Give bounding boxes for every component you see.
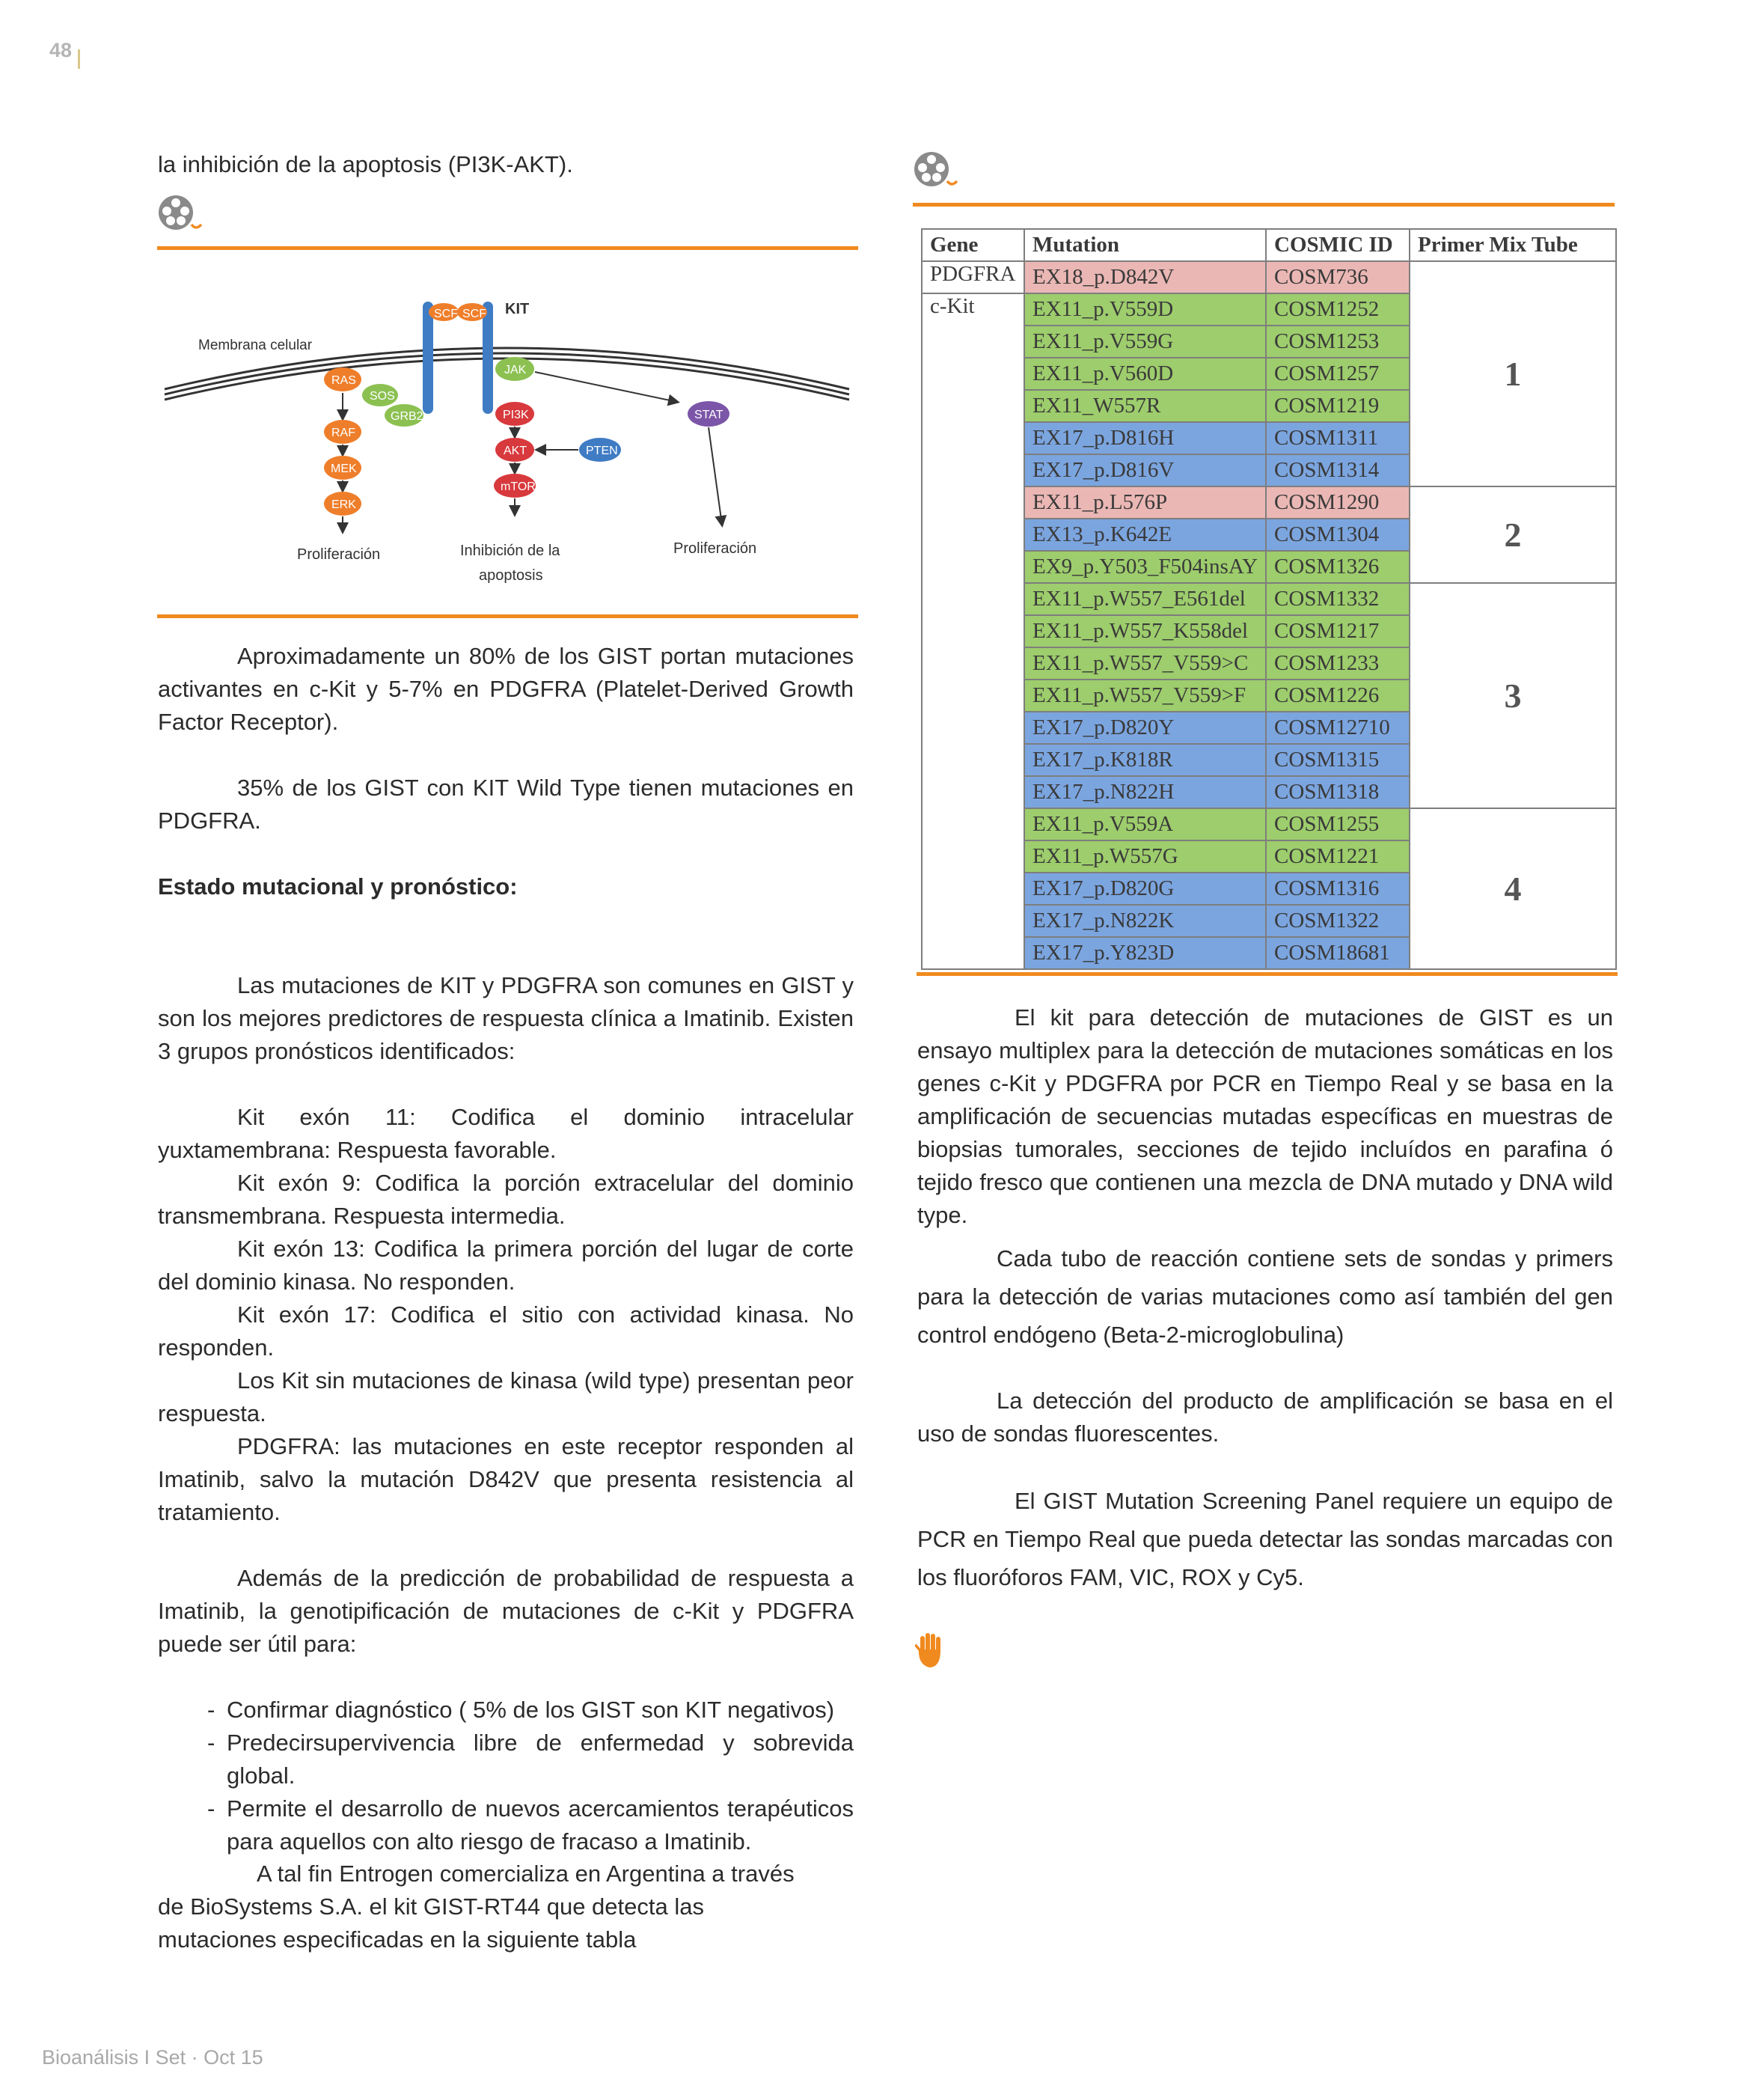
grb2-node: GRB2 <box>391 410 423 423</box>
raf-node: RAF <box>331 427 355 439</box>
mutation-cell: EX11_p.W557_V559>C <box>1024 647 1266 680</box>
list-item: - Permite el desarrollo de nuevos acercamientos terapéuticos para aquellos con alto riesgo de fracaso a Imatinib. <box>158 1792 854 1858</box>
paragraph-entrogen: A tal fin Entrogen comercializa en Argentina a través de BioSystems S.A. el kit GIST-RT44 que detecta las mutaciones especificadas en la siguiente tabla <box>158 1861 795 1953</box>
pi3k-node: PI3K <box>503 409 529 421</box>
column-header: Gene <box>922 229 1024 261</box>
paragraph-pdgfra: PDGFRA: las mutaciones en este receptor responden al Imatinib, salvo la mutación D842V que presenta resistencia al tratamiento. <box>158 1433 854 1525</box>
list-item: - Confirmar diagnóstico ( 5% de los GIST son KIT negativos) <box>158 1694 854 1727</box>
tube-cell: 3 <box>1410 583 1616 808</box>
column-header: Primer Mix Tube <box>1410 229 1616 261</box>
intro-line: la inhibición de la apoptosis (PI3K-AKT). <box>158 151 573 177</box>
cosmic-cell: COSM1255 <box>1266 808 1410 840</box>
mutation-cell: EX17_p.N822H <box>1024 776 1266 808</box>
mutation-cell: EX17_p.D820G <box>1024 873 1266 905</box>
tube-cell: 1 <box>1410 261 1616 486</box>
table-row <box>922 486 1616 519</box>
cosmic-cell: COSM1332 <box>1266 583 1410 615</box>
column-header: COSMIC ID <box>1266 229 1410 261</box>
paragraph-exon17: Kit exón 17: Codifica el sitio con actividad kinasa. No responden. <box>158 1301 854 1361</box>
film-reel-icon <box>912 150 964 193</box>
right-body-4 <box>917 1482 1613 1596</box>
scf-label-1: SCF <box>434 308 458 320</box>
film-reel-icon <box>156 193 209 236</box>
mutation-cell: EX11_p.V559D <box>1024 293 1266 326</box>
diagram-bottom-rule <box>157 614 858 618</box>
cosmic-cell: COSM1221 <box>1266 840 1410 873</box>
mutation-cell: EX17_p.Y823D <box>1024 937 1266 969</box>
paragraph-exon11: Kit exón 11: Codifica el dominio intracelular yuxtamembrana: Respuesta favorable. <box>158 1104 854 1163</box>
right-body-2 <box>917 1239 1613 1354</box>
hand-stop-icon <box>914 1632 946 1669</box>
top-rule-left <box>157 246 858 250</box>
cosmic-cell: COSM1311 <box>1266 422 1410 454</box>
tube-cell: 4 <box>1410 808 1616 969</box>
footer: Bioanálisis I Set · Oct 15 <box>42 2046 263 2069</box>
paragraph-exon9: Kit exón 9: Codifica la porción extracelular del dominio transmembrana. Respuesta intermedia. <box>158 1170 854 1229</box>
cosmic-cell: COSM1316 <box>1266 873 1410 905</box>
paragraph-detection: La detección del producto de amplificación se basa en el uso de sondas fluorescentes. <box>917 1388 1613 1447</box>
mutation-cell: EX17_p.D816H <box>1024 422 1266 454</box>
cosmic-cell: COSM1226 <box>1266 680 1410 712</box>
cosmic-cell: COSM1233 <box>1266 647 1410 680</box>
cosmic-cell: COSM1217 <box>1266 615 1410 647</box>
paragraph-kit-description: El kit para detección de mutaciones de GIST es un ensayo multiplex para la detección de mutaciones somáticas en los genes c-Kit y PDGFRA por PCR en Tiempo Real y se basa en la amplificación de secuencias mutadas específicas en muestras de biopsias tumorales, secciones de tejido incluídos en parafina ó tejido fresco que contienen una mezcla de DNA mutado y DNA wild type. <box>917 1004 1613 1228</box>
cosmic-cell: COSM1290 <box>1266 486 1410 519</box>
paragraph-genotyping: Además de la predicción de probabilidad de respuesta a Imatinib, la genotipificación de mutaciones de c-Kit y PDGFRA puede ser útil para: <box>158 1565 854 1657</box>
mutation-cell: EX11_p.V560D <box>1024 358 1266 390</box>
page-number: 48 <box>49 39 73 61</box>
cosmic-cell: COSM1304 <box>1266 519 1410 551</box>
left-body <box>158 640 854 1891</box>
cosmic-cell: COSM1252 <box>1266 293 1410 326</box>
mutation-cell: EX17_p.N822K <box>1024 905 1266 937</box>
page-number-mark <box>78 49 80 69</box>
paragraph-gist-mutations: Aproximadamente un 80% de los GIST portan mutaciones activantes en c-Kit y 5-7% en PDGFRA (Platelet-Derived Growth Factor Receptor). <box>158 643 854 735</box>
table-row <box>922 808 1616 840</box>
apoptosis-label-2: apoptosis <box>479 567 543 584</box>
table-header-row <box>922 229 1616 261</box>
mutation-cell: EX11_p.W557_K558del <box>1024 615 1266 647</box>
mutation-cell: EX18_p.D842V <box>1024 261 1266 293</box>
table-row <box>922 583 1616 615</box>
ras-node: RAS <box>331 374 356 387</box>
jak-node: JAK <box>504 364 527 376</box>
cosmic-cell: COSM1253 <box>1266 326 1410 358</box>
cosmic-cell: COSM1322 <box>1266 905 1410 937</box>
mutation-table <box>921 228 1617 965</box>
column-header: Mutation <box>1024 229 1266 261</box>
cosmic-cell: COSM1314 <box>1266 454 1410 486</box>
paragraph-entrogen-wrap <box>158 1858 824 1956</box>
tube-cell: 2 <box>1410 486 1616 583</box>
membrane-label: Membrana celular <box>198 338 313 353</box>
mek-node: MEK <box>331 463 357 475</box>
mutation-cell: EX11_W557R <box>1024 390 1266 422</box>
cosmic-cell: COSM1326 <box>1266 551 1410 583</box>
stat-node: STAT <box>694 409 723 421</box>
mutation-cell: EX11_p.W557_E561del <box>1024 583 1266 615</box>
pten-node: PTEN <box>586 445 618 457</box>
mutation-cell: EX17_p.D816V <box>1024 454 1266 486</box>
gene-cell: PDGFRA <box>922 261 1024 293</box>
cosmic-cell: COSM12710 <box>1266 712 1410 744</box>
mutation-cell: EX9_p.Y503_F504insAY <box>1024 551 1266 583</box>
cosmic-cell: COSM18681 <box>1266 937 1410 969</box>
kit-label: KIT <box>505 301 530 317</box>
right-body-1 <box>917 1001 1613 1232</box>
section-heading: Estado mutacional y pronóstico: <box>158 873 518 900</box>
paragraph-wild-type-kinase: Los Kit sin mutaciones de kinasa (wild type) presentan peor respuesta. <box>158 1367 854 1426</box>
cosmic-cell: COSM736 <box>1266 261 1410 293</box>
mutation-cell: EX11_p.V559A <box>1024 808 1266 840</box>
list-item: - Predecirsupervivencia libre de enfermedad y sobrevida global. <box>158 1727 854 1792</box>
mtor-node: mTOR <box>501 480 536 493</box>
mutation-cell: EX11_p.W557_V559>F <box>1024 680 1266 712</box>
proliferation-right: Proliferación <box>673 540 757 557</box>
mutation-cell: EX17_p.K818R <box>1024 744 1266 776</box>
cosmic-cell: COSM1257 <box>1266 358 1410 390</box>
right-body-3 <box>917 1385 1613 1450</box>
paragraph-exon13: Kit exón 13: Codifica la primera porción del lugar de corte del dominio kinasa. No responden. <box>158 1236 854 1295</box>
mutation-cell: EX17_p.D820Y <box>1024 712 1266 744</box>
mutation-cell: EX13_p.K642E <box>1024 519 1266 551</box>
kit-signaling-diagram <box>157 288 857 610</box>
sos-node: SOS <box>370 390 395 403</box>
cosmic-cell: COSM1315 <box>1266 744 1410 776</box>
apoptosis-label-1: Inhibición de la <box>460 543 560 559</box>
paragraph-screening-panel: El GIST Mutation Screening Panel requiere un equipo de PCR en Tiempo Real que pueda detectar las sondas marcadas con los fluoróforos FAM, VIC, ROX y Cy5. <box>917 1488 1613 1590</box>
mutation-cell: EX11_p.L576P <box>1024 486 1266 519</box>
cosmic-cell: COSM1318 <box>1266 776 1410 808</box>
akt-node: AKT <box>504 445 527 457</box>
table-row <box>922 261 1616 293</box>
paragraph-reaction-tube: Cada tubo de reacción contiene sets de sondas y primers para la detección de varias mutaciones como así también del gen control endógeno (Beta-2-microglobulina) <box>917 1245 1613 1348</box>
mutation-cell: EX11_p.W557G <box>1024 840 1266 873</box>
paragraph-wild-type: 35% de los GIST con KIT Wild Type tienen mutaciones en PDGFRA. <box>158 775 854 834</box>
cosmic-cell: COSM1219 <box>1266 390 1410 422</box>
top-rule-right <box>913 203 1615 207</box>
mutation-cell: EX11_p.V559G <box>1024 326 1266 358</box>
uses-list <box>158 1694 854 1858</box>
scf-label-2: SCF <box>462 308 486 320</box>
gene-cell: c-Kit <box>922 293 1024 969</box>
paragraph-predictors: Las mutaciones de KIT y PDGFRA son comunes en GIST y son los mejores predictores de respuesta clínica a Imatinib. Existen 3 grupos pronósticos identificados: <box>158 972 854 1064</box>
erk-node: ERK <box>331 498 356 511</box>
proliferation-left: Proliferación <box>297 546 381 563</box>
table-bottom-rule <box>917 972 1618 976</box>
